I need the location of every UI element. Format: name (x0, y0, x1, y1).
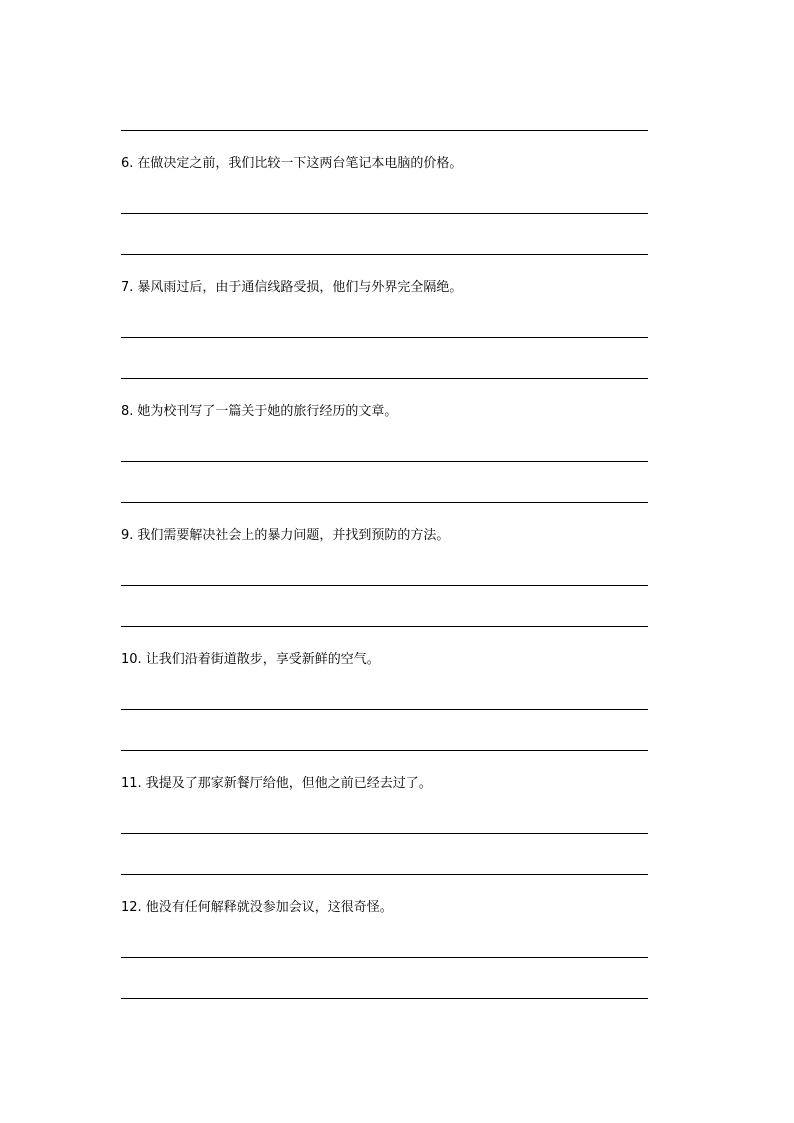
question-12 (121, 900, 661, 916)
answer-line (121, 585, 648, 586)
question-6 (121, 156, 661, 172)
question-text: 暴风雨过后，由于通信线路受损，他们与外界完全隔绝。 (137, 280, 463, 295)
question-9 (121, 528, 661, 544)
question-text: 我提及了那家新餐厅给他，但他之前已经去过了。 (145, 776, 432, 791)
answer-line (121, 461, 648, 462)
answer-line (121, 998, 648, 999)
answer-line (121, 378, 648, 379)
question-10 (121, 652, 661, 668)
question-number: 9. (121, 528, 134, 543)
answer-line (121, 213, 648, 214)
answer-line (121, 626, 648, 627)
question-number: 7. (121, 280, 134, 295)
question-11 (121, 776, 661, 792)
answer-line (121, 709, 648, 710)
answer-line (121, 337, 648, 338)
question-text: 让我们沿着街道散步，享受新鲜的空气。 (145, 652, 380, 667)
answer-line (121, 750, 648, 751)
answer-line (121, 874, 648, 875)
question-text: 我们需要解决社会上的暴力问题，并找到预防的方法。 (137, 528, 450, 543)
question-text: 在做决定之前，我们比较一下这两台笔记本电脑的价格。 (137, 156, 463, 171)
question-7 (121, 280, 661, 296)
answer-line (121, 833, 648, 834)
question-number: 10. (121, 652, 142, 667)
question-text: 她为校刊写了一篇关于她的旅行经历的文章。 (137, 404, 398, 419)
question-8 (121, 404, 661, 420)
question-text: 他没有任何解释就没参加会议，这很奇怪。 (145, 900, 393, 915)
question-number: 11. (121, 776, 142, 791)
answer-line (121, 254, 648, 255)
answer-line (121, 957, 648, 958)
answer-line (121, 502, 648, 503)
question-number: 12. (121, 900, 142, 915)
question-number: 6. (121, 156, 134, 171)
question-number: 8. (121, 404, 134, 419)
answer-line (121, 130, 648, 131)
